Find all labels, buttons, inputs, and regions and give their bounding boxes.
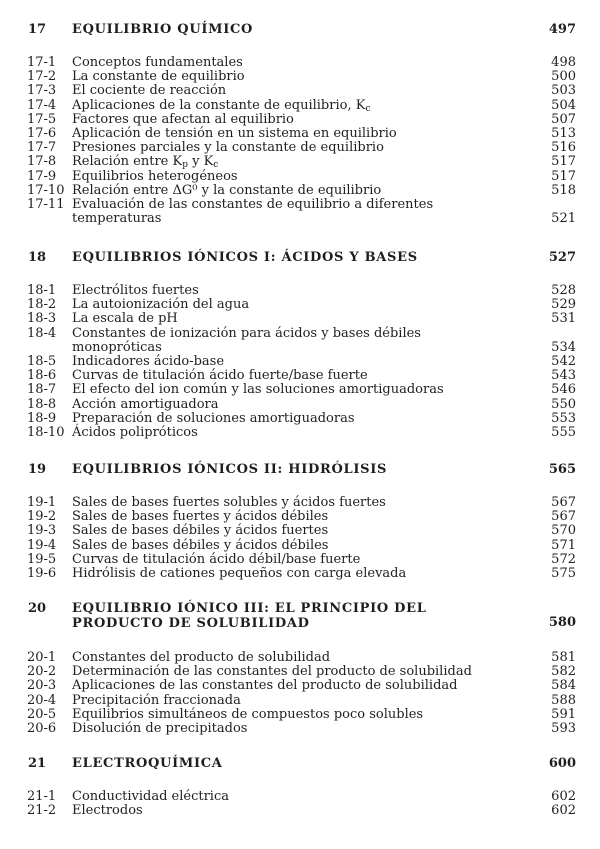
section-number: 19-4: [27, 537, 57, 553]
toc-entry: [24, 170, 576, 184]
section-title: Equilibrios simultáneos de compuestos poco solubles: [72, 706, 424, 722]
toc-entry: [24, 312, 576, 326]
section-page: 550: [551, 396, 576, 412]
chapter-18: [24, 250, 576, 440]
chapter-20: [24, 601, 576, 736]
toc-entry: [24, 567, 576, 581]
section-page: 517: [551, 168, 576, 184]
chapter-21: [24, 756, 576, 818]
section-page: 504: [551, 97, 576, 113]
toc-entry: [24, 722, 576, 736]
section-number: 20-4: [27, 692, 57, 708]
section-title: Precipitación fraccionada: [72, 692, 241, 708]
toc-entry: [24, 694, 576, 708]
section-number: 19-2: [27, 509, 57, 525]
toc-entry: [24, 184, 576, 198]
section-title: La autoionización del agua: [72, 297, 250, 313]
section-title: Presiones parciales y la constante de equilibrio: [72, 140, 384, 156]
section-title: Equilibrios heterogéneos: [72, 168, 238, 184]
section-number: 18-6: [27, 368, 57, 384]
section-title: Factores que afectan al equilibrio: [72, 111, 294, 127]
section-title: La constante de equilibrio: [72, 69, 245, 85]
section-number: 18-8: [27, 396, 57, 412]
section-page: 581: [551, 650, 576, 665]
chapter-heading: [24, 601, 576, 651]
section-title: Curvas de titulación ácido débil/base fuerte: [72, 551, 361, 567]
section-number: 18-5: [27, 353, 57, 369]
toc-entry: [24, 298, 576, 312]
section-page: 498: [551, 55, 576, 70]
chapter-page: 497: [548, 22, 576, 37]
section-number: 17-1: [27, 55, 57, 70]
section-page: 593: [551, 720, 576, 736]
toc-entry: [24, 369, 576, 383]
toc-entry: [24, 426, 576, 440]
section-number: 17-11: [27, 196, 65, 212]
section-title: Preparación de soluciones amortiguadoras: [72, 410, 355, 426]
section-page: 567: [551, 495, 576, 510]
toc-entry: [24, 383, 576, 397]
section-number: 17-10: [27, 182, 65, 198]
chapter-number: 21: [28, 756, 47, 771]
section-title: Sales de bases fuertes solubles y ácidos fuertes: [72, 495, 386, 510]
section-page: 575: [551, 565, 576, 581]
toc-entry: [24, 198, 576, 226]
chapter-number: 19: [28, 462, 47, 477]
section-number: 21-1: [27, 789, 57, 804]
section-page: 591: [551, 706, 576, 722]
section-title: Aplicaciones de las constantes del producto de solubilidad: [72, 678, 458, 694]
toc-entry: [24, 412, 576, 426]
section-page: 521: [551, 211, 576, 227]
chapter-title: EQUILIBRIOS IÓNICOS I: ÁCIDOS Y BASES: [72, 250, 418, 265]
toc-entry: [24, 651, 576, 665]
section-title: Constantes del producto de solubilidad: [72, 650, 331, 665]
section-number: 17-5: [27, 111, 57, 127]
section-title: Sales de bases débiles y ácidos débiles: [72, 537, 329, 553]
section-title: Aplicaciones de la constante de equilibrio, $K_c$: [72, 97, 371, 114]
section-page: 602: [551, 803, 576, 819]
section-page: 546: [551, 382, 576, 398]
section-page: 517: [551, 154, 576, 170]
section-page: 518: [551, 182, 576, 198]
chapter-page: 580: [548, 615, 576, 630]
section-number: 19-6: [27, 565, 57, 581]
section-number: 19-1: [27, 495, 57, 510]
section-number: 17-6: [27, 125, 57, 141]
section-title: Acción amortiguadora: [72, 396, 219, 412]
section-title: Conceptos fundamentales: [72, 55, 243, 70]
section-title: Hidrólisis de cationes pequeños con carga elevada: [72, 565, 407, 581]
section-page: 513: [551, 125, 576, 141]
toc-entry: [24, 127, 576, 141]
toc-entry: [24, 70, 576, 84]
section-page: 572: [551, 551, 576, 567]
chapter-title: EQUILIBRIO QUÍMICO: [72, 22, 254, 37]
section-title: Electrólitos fuertes: [72, 283, 199, 298]
section-page: 531: [551, 311, 576, 327]
section-title: Sales de bases débiles y ácidos fuertes: [72, 523, 329, 539]
section-number: 18-7: [27, 382, 57, 398]
section-title: Curvas de titulación ácido fuerte/base fuerte: [72, 368, 368, 384]
section-number: 17-9: [27, 168, 57, 184]
section-title: Relación entre ΔG⁰ y la constante de equilibrio: [72, 182, 382, 198]
section-page: 534: [551, 339, 576, 355]
section-page: 567: [551, 509, 576, 525]
section-number: 17-4: [27, 97, 57, 113]
section-number: 18-2: [27, 297, 57, 313]
section-title: Determinación de las constantes del producto de solubilidad: [72, 664, 472, 680]
section-number: 20-5: [27, 706, 57, 722]
section-title: El efecto del ion común y las soluciones amortiguadoras: [72, 382, 444, 398]
chapter-heading: [24, 756, 576, 790]
section-page: 500: [551, 69, 576, 85]
section-title: Constantes de ionización para ácidos y bases débiles monopróticas: [72, 325, 421, 355]
section-page: 555: [551, 424, 576, 440]
chapter-page: 527: [548, 250, 576, 265]
section-number: 20-1: [27, 650, 57, 665]
toc-entry: [24, 113, 576, 127]
chapter-number: 17: [28, 22, 47, 37]
section-title: Conductividad eléctrica: [72, 789, 229, 804]
section-page: 582: [551, 664, 576, 680]
section-page: 553: [551, 410, 576, 426]
section-number: 18-10: [27, 424, 65, 440]
toc-entry: [24, 327, 576, 355]
toc-entry: [24, 496, 576, 510]
section-page: 588: [551, 692, 576, 708]
section-title: Ácidos polipróticos: [72, 424, 198, 440]
section-page: 516: [551, 140, 576, 156]
toc-entry: [24, 679, 576, 693]
toc-entry: [24, 398, 576, 412]
section-number: 20-3: [27, 678, 57, 694]
section-number: 19-3: [27, 523, 57, 539]
section-title: Aplicación de tensión en un sistema en equilibrio: [72, 125, 397, 141]
section-number: 18-9: [27, 410, 57, 426]
section-number: 21-2: [27, 803, 57, 819]
section-number: 17-3: [27, 83, 57, 99]
section-title: El cociente de reacción: [72, 83, 227, 99]
section-page: 542: [551, 353, 576, 369]
toc-entry: [24, 56, 576, 70]
chapter-page: 565: [548, 462, 576, 477]
section-number: 17-7: [27, 140, 57, 156]
section-number: 18-4: [27, 325, 57, 341]
section-title: Sales de bases fuertes y ácidos débiles: [72, 509, 329, 525]
chapter-17: [24, 22, 576, 226]
section-page: 529: [551, 297, 576, 313]
toc-entry: [24, 524, 576, 538]
toc-entry: [24, 99, 576, 113]
section-title: Electrodos: [72, 803, 143, 819]
section-number: 18-1: [27, 283, 57, 298]
toc-entry: [24, 553, 576, 567]
section-page: 584: [551, 678, 576, 694]
section-page: 528: [551, 283, 576, 298]
toc-entry: [24, 284, 576, 298]
section-number: 20-2: [27, 664, 57, 680]
section-page: 570: [551, 523, 576, 539]
section-title: Indicadores ácido-base: [72, 353, 225, 369]
section-page: 602: [551, 789, 576, 804]
section-page: 571: [551, 537, 576, 553]
toc-entry: [24, 155, 576, 169]
section-page: 503: [551, 83, 576, 99]
chapter-number: 20: [28, 601, 47, 616]
chapter-heading: [24, 22, 576, 56]
chapter-title: EQUILIBRIOS IÓNICOS II: HIDRÓLISIS: [72, 462, 388, 477]
section-page: 507: [551, 111, 576, 127]
section-number: 17-8: [27, 154, 57, 170]
section-title: La escala de pH: [72, 311, 178, 327]
toc-entry: [24, 708, 576, 722]
section-title: Relación entre $K_p$ y $K_c$: [72, 154, 219, 171]
chapter-title: ELECTROQUÍMICA: [72, 756, 223, 771]
toc-entry: [24, 510, 576, 524]
toc-entry: [24, 539, 576, 553]
toc-entry: [24, 804, 576, 818]
section-number: 20-6: [27, 720, 57, 736]
chapter-heading: [24, 250, 576, 284]
chapter-19: [24, 462, 576, 581]
chapter-page: 600: [548, 756, 576, 771]
section-title: Disolución de precipitados: [72, 720, 248, 736]
section-page: 543: [551, 368, 576, 384]
toc-entry: [24, 84, 576, 98]
chapter-title: EQUILIBRIO IÓNICO III: EL PRINCIPIO DEL PRODUCTO DE SOLUBILIDAD: [72, 601, 427, 631]
toc-entry: [24, 665, 576, 679]
toc-entry: [24, 355, 576, 369]
section-number: 18-3: [27, 311, 57, 327]
toc-entry: [24, 790, 576, 804]
chapter-heading: [24, 462, 576, 496]
section-title: Evaluación de las constantes de equilibrio a diferentes temperaturas: [72, 196, 434, 227]
section-number: 19-5: [27, 551, 57, 567]
section-number: 17-2: [27, 69, 57, 85]
toc-entry: [24, 141, 576, 155]
chapter-number: 18: [28, 250, 47, 265]
